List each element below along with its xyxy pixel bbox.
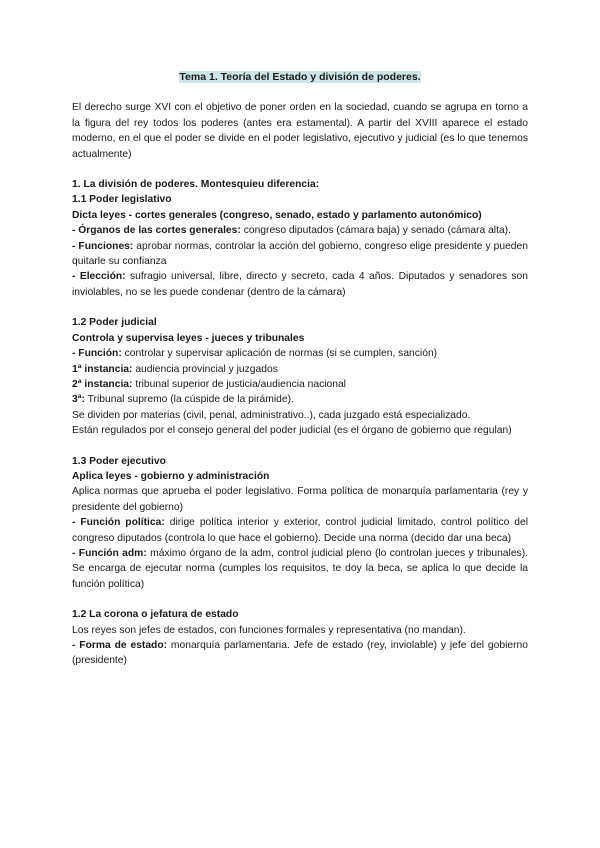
item-label: 1ª instancia: bbox=[72, 363, 133, 375]
document-title bbox=[72, 70, 528, 85]
list-item bbox=[72, 239, 528, 270]
list-item bbox=[72, 546, 528, 592]
item-text: tribunal superior de justicia/audiencia nacional bbox=[132, 378, 346, 390]
item-text: congreso diputados (cámara baja) y senado (cámara alta). bbox=[240, 225, 511, 237]
list-item bbox=[72, 515, 528, 546]
item-label: - Función política: bbox=[72, 517, 165, 529]
paragraph: Aplica normas que aprueba el poder legislativo. Forma política de monarquía parlamentaria (rey y presidente del gobierno) bbox=[72, 486, 528, 513]
intro-paragraph: El derecho surge XVI con el objetivo de poner orden en la sociedad, cuando se agrupa en torno a la figura del rey todos los poderes (antes era estamental). A partir del XVIII aparece el estado moderno, en el que el poder se divide en el poder legislativo, ejecutivo y judicial (es lo que tenemos actualmente) bbox=[72, 102, 528, 160]
section-heading: 1. La división de poderes. Montesquieu diferencia: bbox=[72, 179, 320, 191]
item-label: - Función: bbox=[72, 348, 122, 360]
list-item bbox=[72, 377, 528, 392]
subsection-heading-legislativo: 1.1 Poder legislativo bbox=[72, 194, 172, 206]
paragraph: Los reyes son jefes de estados, con funciones formales y representativa (no mandan). bbox=[72, 624, 466, 636]
item-text: sufragio universal, libre, directo y secreto, cada 4 años. Diputados y senadores son inviolables, no se les puede condenar (dentro de la cámara) bbox=[72, 271, 528, 298]
spacer bbox=[72, 300, 528, 315]
item-label: - Función adm: bbox=[72, 547, 147, 559]
spacer bbox=[72, 592, 528, 607]
subsection-heading-corona: 1.2 La corona o jefatura de estado bbox=[72, 609, 239, 621]
item-text: monarquía parlamentaria. Jefe de estado (rey, inviolable) y jefe del gobierno (presidente) bbox=[72, 640, 528, 667]
item-text: controlar y supervisar aplicación de normas (si se cumplen, sanción) bbox=[121, 348, 438, 360]
title-highlight: Tema 1. Teoría del Estado y división de poderes. bbox=[179, 71, 421, 83]
subsection-subheading-legislativo: Dicta leyes - cortes generales (congreso, senado, estado y parlamento autonómico) bbox=[72, 209, 482, 221]
item-label: 3ª: bbox=[72, 394, 85, 406]
item-text: audiencia provincial y juzgados bbox=[132, 363, 278, 375]
list-item bbox=[72, 223, 528, 238]
paragraph: Están regulados por el consejo general del poder judicial (es el órgano de gobierno que regulan) bbox=[72, 425, 512, 437]
subsection-subheading-judicial: Controla y supervisa leyes - jueces y tribunales bbox=[72, 332, 305, 344]
spacer bbox=[72, 162, 528, 177]
spacer bbox=[72, 439, 528, 454]
list-item bbox=[72, 362, 528, 377]
list-item bbox=[72, 269, 528, 300]
list-item bbox=[72, 392, 528, 407]
item-text: dirige política interior y exterior, control judicial limitado, control político del congreso diputados (controla lo que hace el gobierno). Decide una norma (decido dar una beca) bbox=[72, 517, 528, 544]
item-label: - Funciones: bbox=[72, 240, 134, 252]
item-label: - Órganos de las cortes generales: bbox=[72, 225, 241, 237]
paragraph: Se dividen por materias (civil, penal, administrativo..), cada juzgado está especializado. bbox=[72, 409, 471, 421]
document-page bbox=[72, 70, 528, 669]
subsection-heading-ejecutivo: 1.3 Poder ejecutivo bbox=[72, 455, 166, 467]
item-label: - Elección: bbox=[72, 271, 126, 283]
item-text: Tribunal supremo (la cúspide de la pirámide). bbox=[84, 394, 294, 406]
item-text: máximo órgano de la adm, control judicial pleno (lo controlan jueces y tribunales). Se encarga de ejecutar norma (cumples los requisitos, te doy la beca, se aplica lo que decide la función política) bbox=[72, 547, 528, 590]
subsection-subheading-ejecutivo: Aplica leyes - gobierno y administración bbox=[72, 470, 270, 482]
item-text: aprobar normas, controlar la acción del gobierno, congreso elige presidente y pueden quitarle su confianza bbox=[72, 240, 528, 268]
item-label: - Forma de estado: bbox=[72, 640, 168, 651]
item-label: 2ª instancia: bbox=[72, 378, 133, 390]
list-item bbox=[72, 638, 528, 669]
list-item bbox=[72, 346, 528, 361]
subsection-heading-judicial: 1.2 Poder judicial bbox=[72, 317, 157, 329]
